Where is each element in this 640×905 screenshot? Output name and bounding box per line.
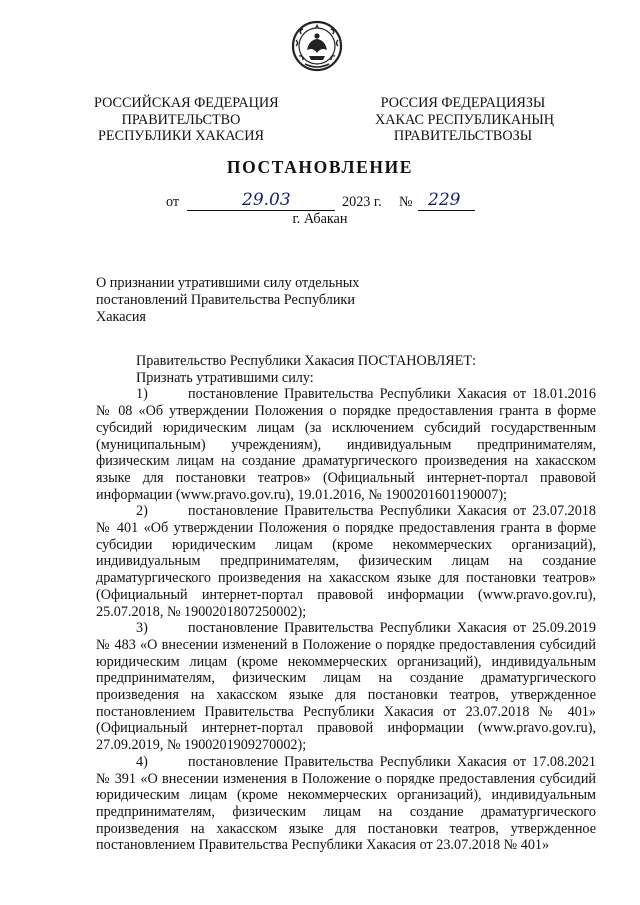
coat-of-arms-emblem-icon — [291, 20, 343, 72]
subject-line: Хакасия — [96, 309, 146, 325]
list-item — [96, 386, 596, 503]
header-left-line: ПРАВИТЕЛЬСТВО — [121, 111, 241, 128]
subject-line: постановлений Правительства Республики — [96, 292, 355, 308]
header-left-line: РОССИЙСКАЯ ФЕДЕРАЦИЯ — [94, 95, 279, 111]
header-right-line: РОССИЯ ФЕДЕРАЦИЯЗЫ — [380, 95, 546, 111]
intro-statement: Признать утратившими силу: — [136, 369, 314, 386]
handwritten-number: 229 — [428, 190, 461, 210]
list-item — [96, 503, 596, 620]
item-number: 4) — [136, 753, 148, 770]
document-subject — [96, 275, 366, 326]
date-from-label: от — [166, 194, 180, 210]
subject-line: О признании утратившими силу отдельных — [96, 275, 360, 291]
list-item — [96, 754, 596, 854]
header-russian — [94, 95, 279, 145]
item-text: постановление Правительства Республики Хакасия от 25.09.2019 № 483 «О внесении изменений в Положение о порядке предоставления субсидий юридическим лицам (кроме некоммерческих организаций), индивидуальным предпринимателям, физическим лицам на создание драматургического произведения на хакасском языке для постановки театров, утвержденное постановлением Правительства Республики Хакасия от 23.07.2018 № 401» (Официальный интернет-портал правовой информации (www.pravo.gov.ru), 27.09.2019, № 1900201909270002); — [96, 620, 596, 754]
document-title: ПОСТАНОВЛЕНИЕ — [226, 157, 414, 177]
item-text: постановление Правительства Республики Хакасия от 23.07.2018 № 401 «Об утверждении Положения о порядке предоставления гранта в форме субсидии юридическим лицам (кроме некоммерческих организаций), индивидуальным предпринимателям, физическим лицам на создание драматургического произведения на хакасском языке для постановки театров» (Официальный интернет-портал правовой информации (www.pravo.gov.ru), 25.07.2018, № 1900201807250002); — [96, 503, 596, 620]
city-label: г. Абакан — [292, 211, 348, 227]
item-number: 1) — [136, 386, 148, 403]
handwritten-date: 29.03 — [242, 190, 291, 210]
header-left-line: РЕСПУБЛИКИ ХАКАСИЯ — [98, 128, 264, 144]
header-khakas — [375, 95, 555, 145]
item-number: 3) — [136, 620, 148, 637]
item-number: 2) — [136, 503, 148, 520]
document-body — [96, 353, 596, 854]
item-text: постановление Правительства Республики Хакасия от 18.01.2016 № 08 «Об утверждении Положения о порядке предоставления гранта в форме субсидий юридическим лицам (за исключением субсидий государственным (муниципальным) учреждениям), индивидуальным предпринимателям, физическим лицам на создание драматургического произведения на хакасском языке для постановки театров» (Официальный интернет-портал правовой информации (www.pravo.gov.ru), 19.01.2016, № 1900201601190007); — [96, 386, 596, 503]
year-label: 2023 г. — [342, 194, 382, 210]
decree-statement: Правительство Республики Хакасия ПОСТАНОВЛЯЕТ: — [136, 353, 477, 369]
header-right-line: ХАКАС РЕСПУБЛИКАНЫҢ — [375, 111, 555, 128]
item-text: постановление Правительства Республики Хакасия от 17.08.2021 № 391 «О внесении изменения в Положение о порядке предоставления субсидий юридическим лицам (кроме некоммерческих организаций), индивидуальным предпринимателям, физическим лицам на создание драматургического произведения на хакасском языке для постановки театров, утвержденное постановлением Правительства Республики Хакасия от 23.07.2018 № 401» — [96, 753, 596, 854]
list-item — [96, 620, 596, 754]
number-label: № — [399, 194, 413, 210]
header-right-line: ПРАВИТЕЛЬСТВОЗЫ — [393, 128, 533, 144]
